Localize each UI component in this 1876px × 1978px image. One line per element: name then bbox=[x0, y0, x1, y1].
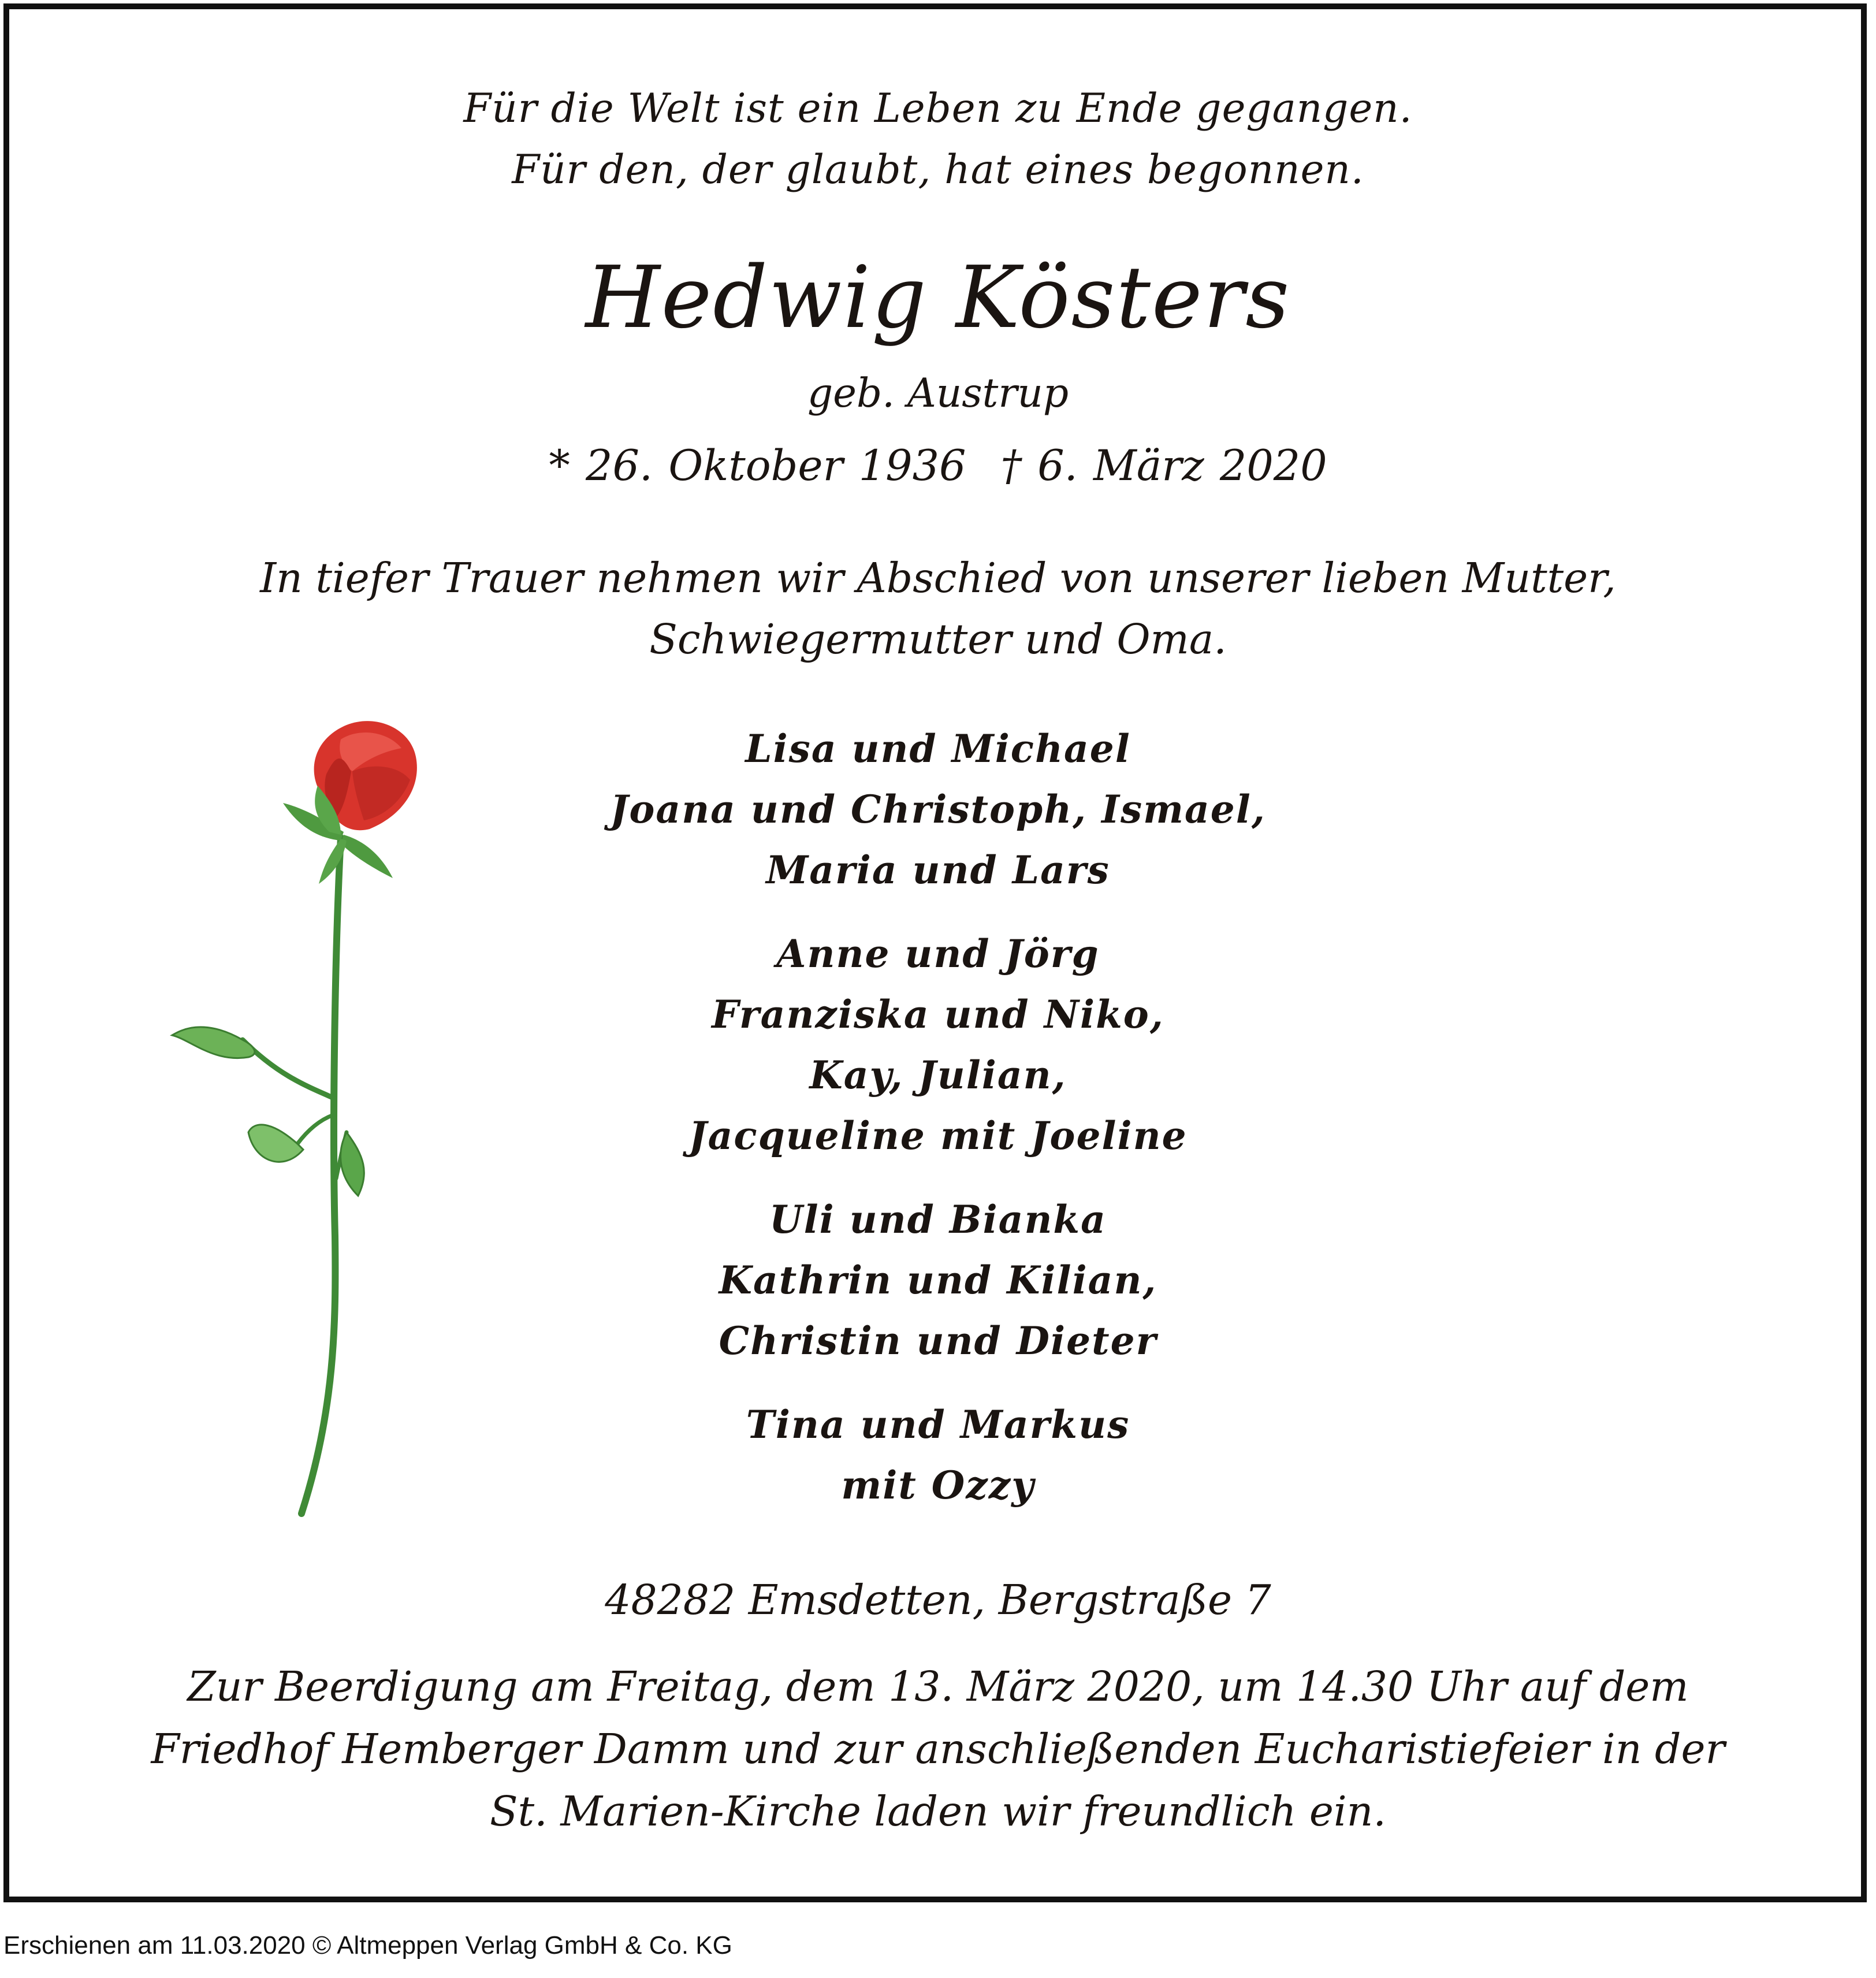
family-line: mit Ozzy bbox=[841, 1463, 1035, 1508]
family-line: Franziska und Niko, bbox=[712, 992, 1164, 1037]
farewell-line: Schwiegermutter und Oma. bbox=[649, 615, 1227, 663]
birth-name: geb. Austrup bbox=[807, 370, 1069, 417]
farewell-line: In tiefer Trauer nehmen wir Abschied von unserer lieben Mutter, bbox=[260, 554, 1616, 602]
family-line: Jacqueline mit Joeline bbox=[688, 1113, 1188, 1158]
address: 48282 Emsdetten, Bergstraße 7 bbox=[605, 1576, 1271, 1624]
farewell-text bbox=[0, 548, 1876, 670]
family-line: Kathrin und Kilian, bbox=[719, 1258, 1157, 1303]
family-line: Uli und Bianka bbox=[769, 1197, 1107, 1242]
birth-date: * 26. Oktober 1936 bbox=[549, 441, 966, 490]
funeral-line: Zur Beerdigung am Freitag, dem 13. März 2020, um 14.30 Uhr auf dem bbox=[187, 1663, 1689, 1711]
family-line: Joana und Christoph, Ismael, bbox=[610, 787, 1266, 832]
family-group bbox=[0, 1189, 1876, 1371]
family-line: Lisa und Michael bbox=[745, 726, 1131, 771]
family-line: Anne und Jörg bbox=[776, 931, 1100, 976]
deceased-name: Hedwig Kösters bbox=[585, 248, 1291, 347]
death-date: † 6. März 2020 bbox=[1000, 441, 1327, 490]
motto-line: Für die Welt ist ein Leben zu Ende gegangen. bbox=[463, 85, 1413, 132]
family-line: Maria und Lars bbox=[766, 847, 1110, 893]
family-line: Christin und Dieter bbox=[719, 1318, 1157, 1363]
family-line: Tina und Markus bbox=[746, 1402, 1130, 1447]
family-list bbox=[0, 719, 1876, 1539]
family-group bbox=[0, 1395, 1876, 1516]
funeral-line: St. Marien-Kirche laden wir freundlich ein. bbox=[490, 1787, 1386, 1835]
motto bbox=[0, 78, 1876, 200]
motto-line: Für den, der glaubt, hat eines begonnen. bbox=[512, 147, 1364, 193]
funeral-line: Friedhof Hemberger Damm und zur anschließenden Eucharistiefeier in der bbox=[151, 1725, 1725, 1773]
life-dates bbox=[0, 440, 1876, 492]
family-group bbox=[0, 719, 1876, 901]
funeral-info bbox=[0, 1656, 1876, 1843]
family-group bbox=[0, 924, 1876, 1166]
family-line: Kay, Julian, bbox=[809, 1053, 1067, 1098]
publication-credit: Erschienen am 11.03.2020 © Altmeppen Verlag GmbH & Co. KG bbox=[3, 1931, 732, 1960]
